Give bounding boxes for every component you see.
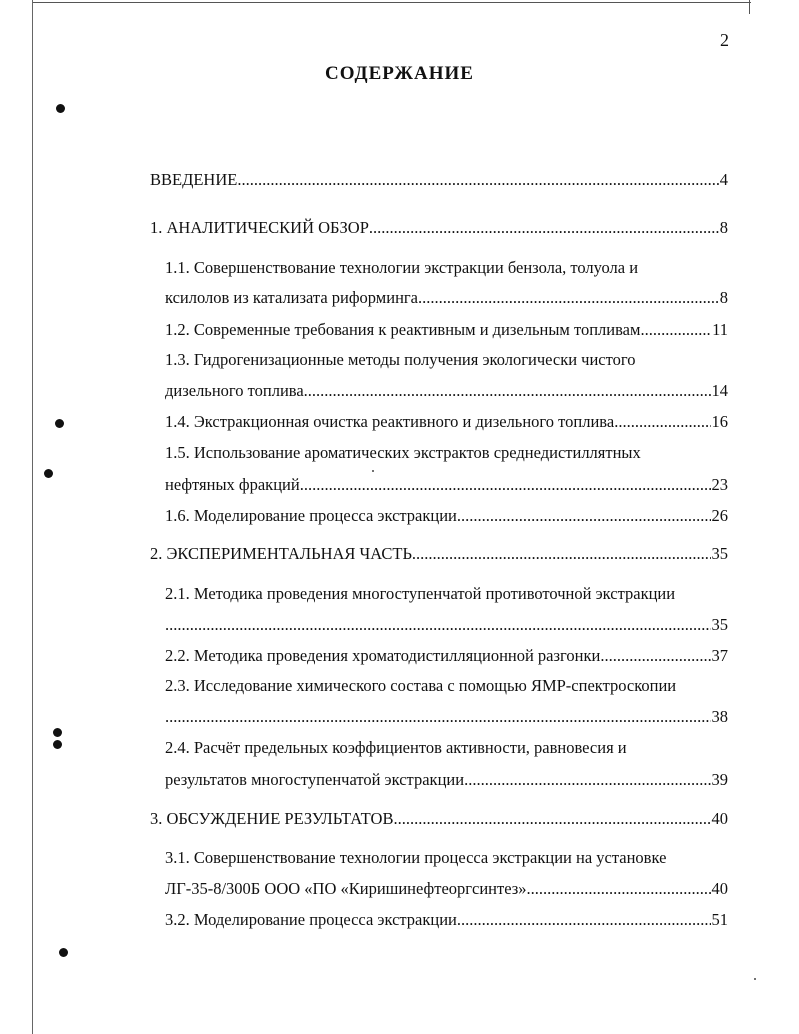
toc-entry-2-1[interactable] [165,615,728,635]
punch-hole-mark [59,948,68,957]
toc-leader [640,320,711,340]
toc-label: нефтяных фракций [165,475,300,494]
toc-entry-3-1[interactable] [165,879,728,899]
toc-leader [527,879,711,899]
scan-edge-left [32,0,33,1034]
toc-label: 1.6. Моделирование процесса экстракции [165,506,457,525]
punch-hole-mark [55,419,64,428]
toc-page: 16 [711,412,728,431]
page-number: 2 [720,30,729,50]
toc-page: 40 [711,879,728,898]
toc-entry-intro[interactable] [150,170,728,190]
toc-leader [457,506,711,526]
toc-leader [300,475,711,495]
toc-entry-1-5[interactable] [165,475,728,495]
toc-page: 40 [711,809,728,828]
scan-speck [372,470,374,472]
toc-leader [412,544,711,564]
toc-label: 2.2. Методика проведения хроматодистилляционной разгонки [165,646,601,665]
toc-entry-1-4[interactable] [165,412,728,432]
toc-leader [614,412,710,432]
punch-hole-mark [56,104,65,113]
toc-leader [418,288,719,308]
toc-page: 11 [712,320,728,339]
toc-page: 51 [711,910,728,929]
toc-leader [464,770,710,790]
toc-entry-1-2[interactable] [165,320,728,340]
toc-entry-2-2[interactable] [165,646,728,666]
page-title: СОДЕРЖАНИЕ [325,63,474,84]
toc-label: ксилолов из катализата риформинга [165,288,418,307]
toc-entry-1-3[interactable] [165,381,728,401]
toc-leader [165,707,711,727]
toc-label: результатов многоступенчатой экстракции [165,770,465,789]
toc-entry-1-5-line1[interactable]: 1.5. Использование ароматических экстрактов среднедистиллятных [165,443,641,462]
toc-entry-1-1-line1[interactable]: 1.1. Совершенствование технологии экстракции бензола, толуола и [165,258,639,277]
scan-edge-top [32,2,751,3]
toc-leader [165,615,711,635]
toc-page: 23 [711,475,728,494]
toc-page: 38 [711,707,728,726]
toc-entry-3-1-line1[interactable]: 3.1. Совершенствование технологии процесса экстракции на установке [165,848,667,867]
toc-page: 4 [719,170,728,189]
scan-speck [754,978,756,980]
toc-entry-1-1[interactable] [165,288,728,308]
punch-hole-mark [53,740,62,749]
toc-entry-3-2[interactable] [165,910,728,930]
toc-page: 35 [711,615,728,634]
toc-page: 35 [711,544,728,563]
punch-hole-mark [44,469,53,478]
toc-label: 3. ОБСУЖДЕНИЕ РЕЗУЛЬТАТОВ [150,809,394,828]
toc-entry-2-3[interactable] [165,707,728,727]
toc-label: 1.4. Экстракционная очистка реактивного и дизельного топлива [165,412,615,431]
toc-entry-1-6[interactable] [165,506,728,526]
toc-label: ВВЕДЕНИЕ [150,170,238,189]
toc-label: 1. АНАЛИТИЧЕСКИЙ ОБЗОР [150,218,369,237]
toc-page: 8 [719,288,728,307]
toc-page: 26 [711,506,728,525]
toc-entry-2-1-line1[interactable]: 2.1. Методика проведения многоступенчатой противоточной экстракции [165,584,676,603]
punch-hole-mark [53,728,62,737]
toc-label: 1.2. Современные требования к реактивным и дизельным топливам [165,320,641,339]
toc-label: ЛГ-35-8/300Б ООО «ПО «Киришинефтеоргсинтез» [165,879,527,898]
toc-page: 39 [711,770,728,789]
toc-entry-2-3-line1[interactable]: 2.3. Исследование химического состава с помощью ЯМР-спектроскопии [165,676,677,695]
toc-label: дизельного топлива [165,381,304,400]
toc-entry-section-2[interactable] [150,544,728,564]
toc-entry-2-4-line1[interactable]: 2.4. Расчёт предельных коэффициентов активности, равновесия и [165,738,627,757]
toc-leader [304,381,711,401]
toc-label: 3.2. Моделирование процесса экстракции [165,910,457,929]
toc-page: 8 [719,218,728,237]
toc-entry-1-3-line1[interactable]: 1.3. Гидрогенизационные методы получения экологически чистого [165,350,636,369]
toc-leader [457,910,711,930]
toc-leader [237,170,718,190]
toc-entry-section-1[interactable] [150,218,728,238]
toc-leader [393,809,710,829]
scan-edge-right [749,0,750,14]
toc-entry-section-3[interactable] [150,809,728,829]
toc-label: 2. ЭКСПЕРИМЕНТАЛЬНАЯ ЧАСТЬ [150,544,412,563]
toc-page: 37 [711,646,728,665]
toc-leader [600,646,710,666]
toc-page: 14 [711,381,728,400]
toc-entry-2-4[interactable] [165,770,728,790]
toc-leader [369,218,719,238]
